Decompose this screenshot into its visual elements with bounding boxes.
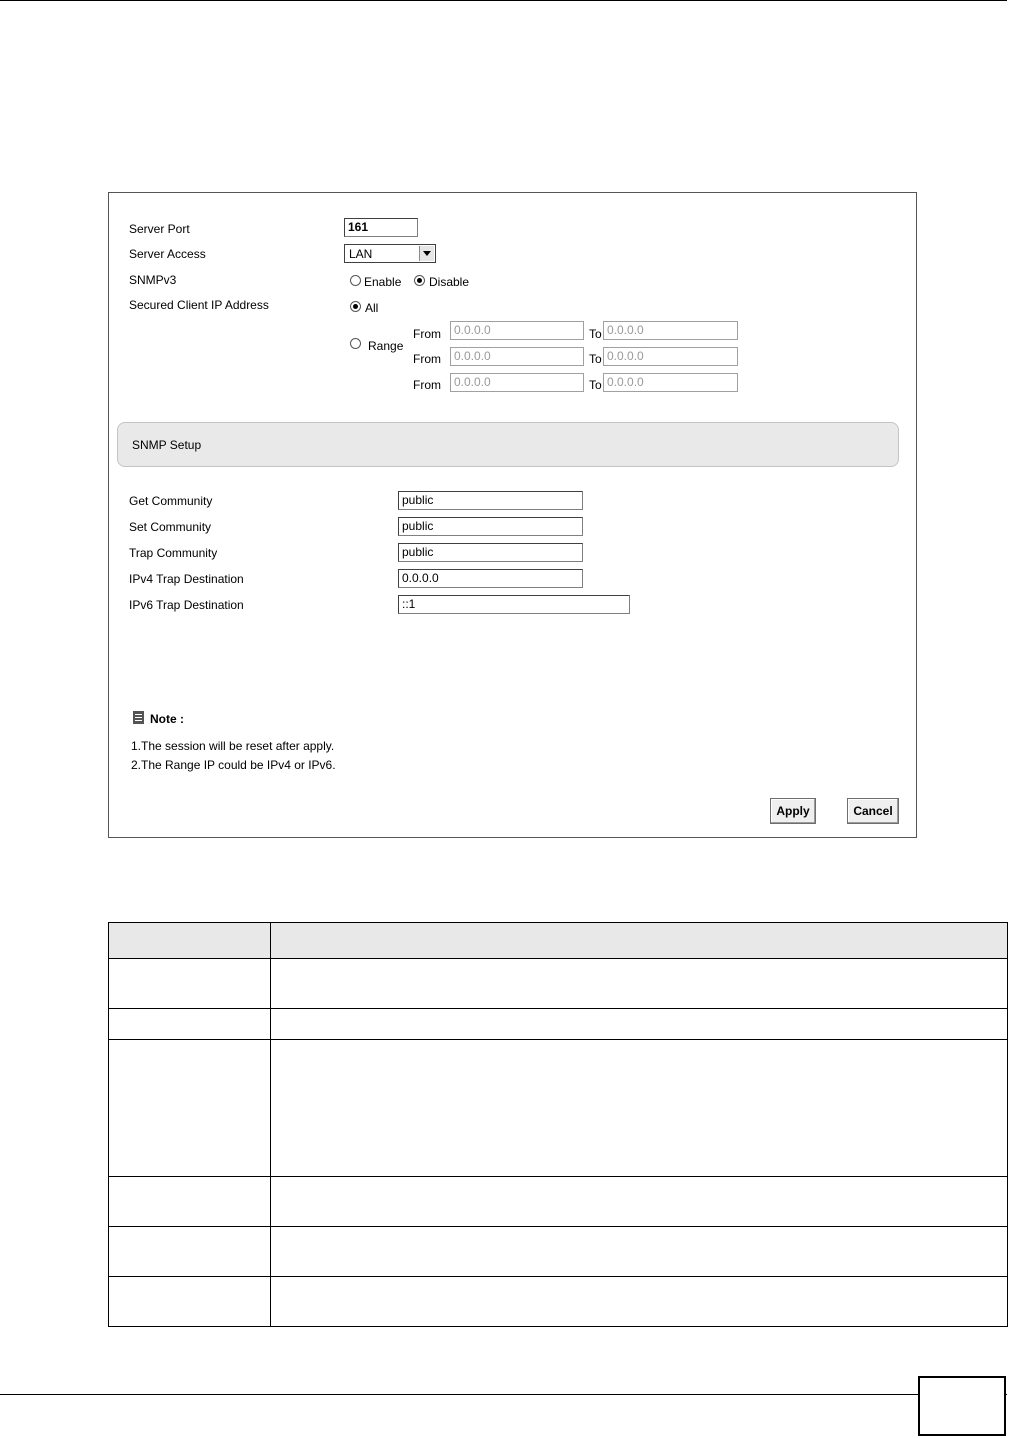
table-row bbox=[109, 1227, 1008, 1277]
note-line-1: 1.The session will be reset after apply. bbox=[131, 739, 335, 753]
table-row bbox=[109, 1277, 1008, 1327]
range-to-label: To bbox=[589, 378, 602, 392]
get-community-input[interactable]: public bbox=[398, 491, 583, 510]
get-community-label: Get Community bbox=[129, 494, 213, 508]
server-port-input[interactable]: 161 bbox=[344, 218, 418, 237]
trap-community-label: Trap Community bbox=[129, 546, 218, 560]
range-from-label: From bbox=[413, 378, 441, 392]
top-rule bbox=[0, 0, 1007, 1]
set-community-label: Set Community bbox=[129, 520, 212, 534]
table-cell bbox=[109, 1227, 271, 1277]
server-port-label: Server Port bbox=[129, 222, 190, 236]
table-cell bbox=[271, 1040, 1008, 1177]
server-access-select[interactable] bbox=[344, 244, 436, 263]
table-cell bbox=[109, 1009, 271, 1040]
secured-client-range-radio[interactable] bbox=[350, 338, 361, 349]
ipv4-trap-input[interactable]: 0.0.0.0 bbox=[398, 569, 583, 588]
bottom-rule bbox=[0, 1394, 1007, 1395]
range-from-label: From bbox=[413, 327, 441, 341]
cancel-button[interactable]: Cancel bbox=[847, 798, 899, 824]
secured-client-label: Secured Client IP Address bbox=[129, 298, 269, 312]
table-cell bbox=[271, 959, 1008, 1009]
server-access-label: Server Access bbox=[129, 247, 206, 261]
range-to-label: To bbox=[589, 352, 602, 366]
snmpv3-disable-radio[interactable] bbox=[414, 275, 425, 286]
table-cell bbox=[271, 1277, 1008, 1327]
ipv4-trap-label: IPv4 Trap Destination bbox=[129, 572, 244, 586]
snmp-setup-title: SNMP Setup bbox=[132, 438, 202, 452]
ipv6-trap-input[interactable]: ::1 bbox=[398, 595, 630, 614]
table-cell bbox=[271, 1009, 1008, 1040]
apply-button[interactable]: Apply bbox=[770, 798, 816, 824]
table-row bbox=[109, 1177, 1008, 1227]
trap-community-input[interactable]: public bbox=[398, 543, 583, 562]
range-from-input[interactable]: 0.0.0.0 bbox=[450, 347, 584, 366]
chevron-down-icon[interactable] bbox=[419, 246, 434, 261]
snmpv3-enable-label: Enable bbox=[364, 275, 402, 289]
secured-client-all-radio[interactable] bbox=[350, 301, 361, 312]
table-cell bbox=[271, 1177, 1008, 1227]
range-from-input[interactable]: 0.0.0.0 bbox=[450, 373, 584, 392]
snmpv3-label: SNMPv3 bbox=[129, 273, 177, 287]
range-to-label: To bbox=[589, 327, 602, 341]
table-cell bbox=[109, 1277, 271, 1327]
note-title: Note : bbox=[150, 712, 184, 726]
snmpv3-enable-radio[interactable] bbox=[350, 275, 361, 286]
table-cell bbox=[271, 1227, 1008, 1277]
table-header-cell bbox=[271, 923, 1008, 959]
range-to-input[interactable]: 0.0.0.0 bbox=[603, 347, 738, 366]
table-row bbox=[109, 1009, 1008, 1040]
table-header-row bbox=[109, 923, 1008, 959]
set-community-input[interactable]: public bbox=[398, 517, 583, 536]
note-icon bbox=[133, 711, 144, 724]
table-cell bbox=[109, 1177, 271, 1227]
table-row bbox=[109, 1040, 1008, 1177]
page-number-box bbox=[918, 1376, 1006, 1436]
table-cell bbox=[109, 959, 271, 1009]
range-to-input[interactable]: 0.0.0.0 bbox=[603, 321, 738, 340]
server-access-value: LAN bbox=[349, 247, 373, 261]
table-header-cell bbox=[109, 923, 271, 959]
range-from-input[interactable]: 0.0.0.0 bbox=[450, 321, 584, 340]
snmp-setup-header bbox=[117, 422, 899, 467]
note-line-2: 2.The Range IP could be IPv4 or IPv6. bbox=[131, 758, 336, 772]
ipv6-trap-label: IPv6 Trap Destination bbox=[129, 598, 244, 612]
table-row bbox=[109, 959, 1008, 1009]
snmpv3-disable-label: Disable bbox=[429, 275, 470, 289]
description-table bbox=[108, 922, 1008, 1327]
snmp-config-panel bbox=[108, 192, 917, 838]
secured-client-range-label: Range bbox=[368, 339, 404, 353]
secured-client-all-label: All bbox=[365, 301, 379, 315]
range-from-label: From bbox=[413, 352, 441, 366]
range-to-input[interactable]: 0.0.0.0 bbox=[603, 373, 738, 392]
table-cell bbox=[109, 1040, 271, 1177]
